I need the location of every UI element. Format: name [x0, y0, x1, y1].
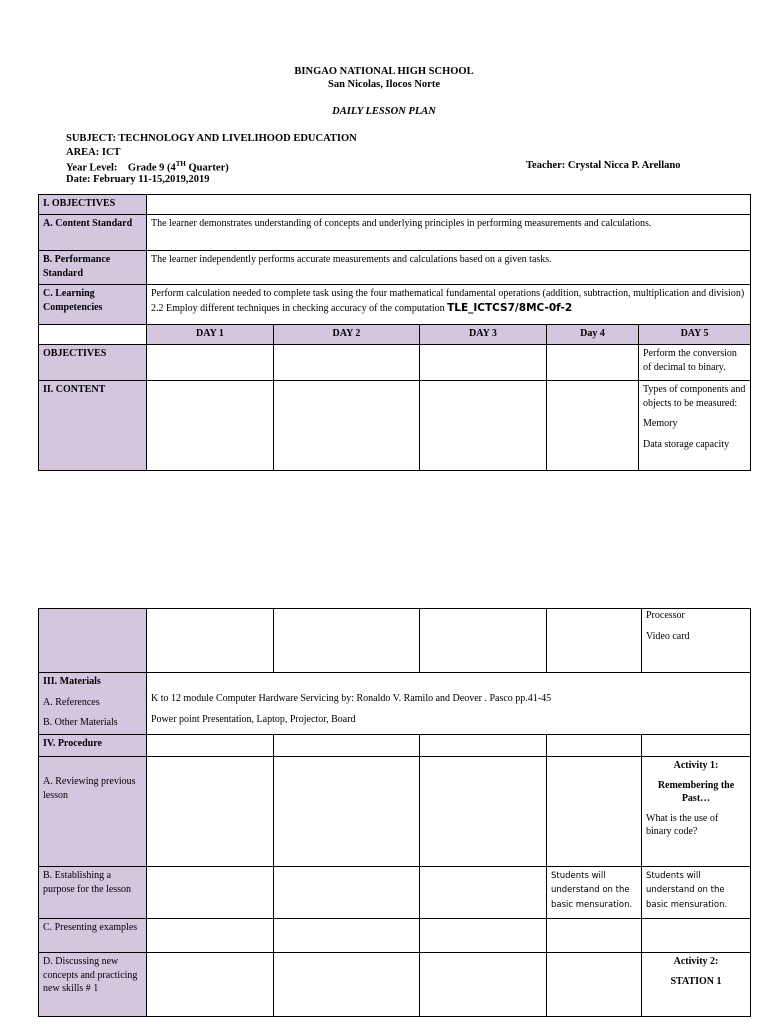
- content-continued-row: [39, 609, 751, 673]
- presenting-row: [39, 919, 751, 953]
- presenting-day4: [547, 919, 642, 953]
- lesson-plan-table-page2: [38, 608, 751, 1017]
- objectives-heading-row: [39, 195, 751, 215]
- content-standard-label: A. Content Standard: [39, 215, 147, 251]
- other-materials-label: B. Other Materials: [43, 717, 118, 728]
- establishing-label: B. Establishing a purpose for the lesson: [39, 867, 147, 919]
- objectives-day4: [547, 345, 639, 381]
- materials-label-cell: [39, 673, 147, 735]
- establishing-day3: [420, 867, 547, 919]
- content-continued-day4: [547, 609, 642, 673]
- content-standard-row: [39, 215, 751, 251]
- activity2-subtitle: STATION 1: [670, 975, 722, 987]
- content-row: [39, 381, 751, 471]
- document-title: DAILY LESSON PLAN: [332, 106, 436, 117]
- materials-content: [147, 673, 751, 735]
- other-materials-text: Power point Presentation, Laptop, Projector, Board: [151, 713, 356, 725]
- establishing-day5: Students will understand on the basic mensuration.: [642, 867, 751, 919]
- presenting-day1: [147, 919, 274, 953]
- learning-competencies-text: Perform calculation needed to complete task using the four mathematical fundamental operations (addition, subtraction, multiplication and division) 2.2 Employ different techniques in checking accuracy of the computation: [151, 288, 745, 314]
- reviewing-day3: [420, 757, 547, 867]
- materials-row: [39, 673, 751, 735]
- activity1-subtitle: Remembering the Past…: [657, 779, 735, 804]
- presenting-day5: [642, 919, 751, 953]
- objectives-day5: Perform the conversion of decimal to binary.: [639, 345, 751, 381]
- discussing-day2: [274, 953, 420, 1017]
- procedure-day1: [147, 735, 274, 757]
- establishing-day4: Students will understand on the basic mensuration.: [547, 867, 642, 919]
- objectives-day2: [274, 345, 420, 381]
- grade-tail: Quarter): [185, 162, 229, 174]
- year-level-line: [66, 160, 229, 174]
- date-line: Date: February 11-15,2019,2019: [66, 174, 210, 185]
- procedure-label: IV. Procedure: [39, 735, 147, 757]
- content-day5: [639, 381, 751, 471]
- procedure-row: [39, 735, 751, 757]
- objectives-heading: I. OBJECTIVES: [39, 195, 147, 215]
- content-standard-text: The learner demonstrates understanding of concepts and underlying principles in performing measurements and calculations.: [147, 215, 751, 251]
- reviewing-day5: [642, 757, 751, 867]
- activity2-title: Activity 2:: [673, 956, 719, 967]
- discussing-day3: [420, 953, 547, 1017]
- content-day5-item: Memory: [643, 418, 678, 429]
- learning-competencies-label: C. Learning Competencies: [39, 285, 147, 325]
- discussing-day4: [547, 953, 642, 1017]
- grade-superscript: TH: [175, 160, 186, 168]
- content-continued-day2: [274, 609, 420, 673]
- objectives-day3: [420, 345, 547, 381]
- objectives-day1: [147, 345, 274, 381]
- content-day5-intro: Types of components and objects to be measured:: [643, 384, 746, 409]
- activity1-question: What is the use of binary code?: [646, 812, 719, 837]
- performance-standard-row: [39, 251, 751, 285]
- content-day1: [147, 381, 274, 471]
- day-header: Day 4: [547, 325, 639, 345]
- day-header: DAY 5: [639, 325, 751, 345]
- procedure-day3: [420, 735, 547, 757]
- day-header: DAY 2: [274, 325, 420, 345]
- area-line: AREA: ICT: [66, 147, 121, 158]
- presenting-day3: [420, 919, 547, 953]
- content-day5-item: Data storage capacity: [643, 438, 730, 450]
- day-header: DAY 1: [147, 325, 274, 345]
- day-header: DAY 3: [420, 325, 547, 345]
- establishing-day2: [274, 867, 420, 919]
- content-day5-item: Processor: [646, 610, 685, 621]
- references-label: A. References: [43, 696, 100, 708]
- objectives-row-label: OBJECTIVES: [39, 345, 147, 381]
- reviewing-day1: [147, 757, 274, 867]
- procedure-day2: [274, 735, 420, 757]
- content-continued-day1: [147, 609, 274, 673]
- competency-code: TLE_ICTCS7/8MC-0f-2: [447, 301, 573, 314]
- discussing-day1: [147, 953, 274, 1017]
- materials-label: III. Materials: [43, 676, 101, 687]
- year-level-label: Year Level:: [66, 162, 118, 174]
- performance-standard-label: B. Performance Standard: [39, 251, 147, 285]
- school-location: San Nicolas, Ilocos Norte: [328, 79, 440, 90]
- days-header-blank: [39, 325, 147, 345]
- establishing-row: [39, 867, 751, 919]
- reviewing-day4: [547, 757, 642, 867]
- discussing-day5: [642, 953, 751, 1017]
- performance-standard-text: The learner independently performs accurate measurements and calculations based on a given tasks.: [147, 251, 751, 285]
- procedure-day4: [547, 735, 642, 757]
- content-continued-day5: [642, 609, 751, 673]
- reviewing-row: [39, 757, 751, 867]
- content-row-label: II. CONTENT: [39, 381, 147, 471]
- grade-text: Grade 9 (4: [127, 162, 176, 174]
- reviewing-label: A. Reviewing previous lesson: [39, 757, 147, 867]
- content-continued-day3: [420, 609, 547, 673]
- learning-competencies-cell: [147, 285, 751, 325]
- content-day2: [274, 381, 420, 471]
- content-day5-item: Video card: [646, 630, 690, 642]
- discussing-row: [39, 953, 751, 1017]
- lesson-plan-table-page1: [38, 194, 751, 471]
- school-name: BINGAO NATIONAL HIGH SCHOOL: [294, 66, 474, 77]
- content-day3: [420, 381, 547, 471]
- presenting-day2: [274, 919, 420, 953]
- objectives-heading-blank: [147, 195, 751, 215]
- teacher-line: Teacher: Crystal Nicca P. Arellano: [526, 160, 681, 171]
- reviewing-day2: [274, 757, 420, 867]
- content-continued-label: [39, 609, 147, 673]
- discussing-label: D. Discussing new concepts and practicing new skills # 1: [39, 953, 147, 1017]
- objectives-row: [39, 345, 751, 381]
- activity1-title: Activity 1:: [673, 760, 719, 771]
- establishing-day1: [147, 867, 274, 919]
- presenting-label: C. Presenting examples: [39, 919, 147, 953]
- references-text: K to 12 module Computer Hardware Servicing by: Ronaldo V. Ramilo and Deover . Pasco pp.41-45: [151, 693, 552, 704]
- days-header-row: [39, 325, 751, 345]
- learning-competencies-row: [39, 285, 751, 325]
- content-day4: [547, 381, 639, 471]
- procedure-day5: [642, 735, 751, 757]
- subject-line: SUBJECT: TECHNOLOGY AND LIVELIHOOD EDUCATION: [66, 133, 357, 144]
